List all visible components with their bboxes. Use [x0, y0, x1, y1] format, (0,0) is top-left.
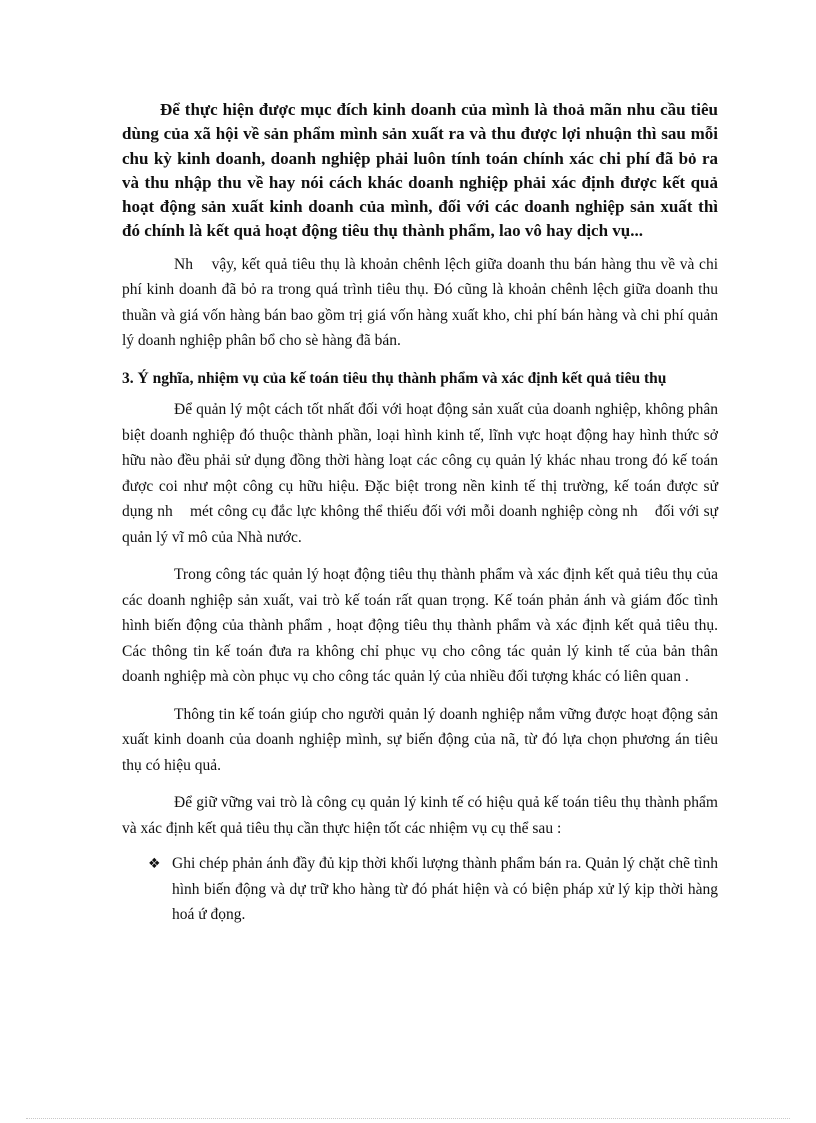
bullet-item [122, 851, 718, 928]
intro-paragraph: Để thực hiện được mục đích kinh doanh của mình là thoả mãn nhu cầu tiêu dùng của xã hội về sản phẩm mình sản xuất ra và thu được lợi nhuận thì sau mỗi chu kỳ kinh doanh, doanh nghiệp phải luôn tính toán chính xác chi phí đã bỏ ra và thu nhập thu về hay nói cách khác doanh nghiệp phải xác định được kết quả hoạt động sản xuất kinh doanh của mình, đối với các doanh nghiệp sản xuất thì đó chính là kết quả hoạt động tiêu thụ thành phẩm, lao vô hay dịch vụ... [122, 100, 718, 241]
paragraph: Để giữ vững vai trò là công cụ quản lý kinh tế có hiệu quả kế toán tiêu thụ thành phẩm và xác định kết quả tiêu thụ cần thực hiện tốt các nhiệm vụ cụ thể sau : [122, 794, 718, 837]
diamond-bullet-icon: ❖ [148, 856, 161, 873]
paragraph: Trong công tác quản lý hoạt động tiêu thụ thành phẩm và xác định kết quả tiêu thụ của các doanh nghiệp sản xuất, vai trò kế toán rất quan trọng. Kế toán phản ánh và giám đốc tình hình biến động của thành phẩm , hoạt động tiêu thụ thành phẩm và xác định kết quả tiêu thụ. Các thông tin kế toán đưa ra không chỉ phục vụ cho công tác quản lý kinh tế của bản thân doanh nghiệp mà còn phục vụ cho công tác quản lý của nhiều đối tượng khác có liên quan . [122, 566, 718, 686]
bullet-text: Ghi chép phản ánh đầy đủ kịp thời khối lượng thành phẩm bán ra. Quản lý chặt chẽ tình hình biến động và dự trữ kho hàng từ đó phát hiện và có biện pháp xử lý kịp thời hàng hoá ứ đọng. [172, 855, 718, 924]
paragraph: Thông tin kế toán giúp cho người quản lý doanh nghiệp nắm vững được hoạt động sản xuất kinh doanh của doanh nghiệp mình, sự biến động của nã, từ đó lựa chọn phương án tiêu thụ có hiệu quả. [122, 705, 718, 774]
document-body [122, 98, 722, 928]
page-bottom-rule [26, 1118, 790, 1119]
section-heading: 3. Ý nghĩa, nhiệm vụ của kế toán tiêu thụ thành phẩm và xác định kết quả tiêu thụ [122, 369, 667, 387]
paragraph: Nh vậy, kết quả tiêu thụ là khoản chênh lệch giữa doanh thu bán hàng thu về và chi phí kinh doanh đã bỏ ra trong quá trình tiêu thụ. Đó cũng là khoản chênh lệch giữa doanh thu thuần và giá vốn hàng bán bao gồm trị giá vốn hàng xuất kho, chi phí bán hàng và chi phí quản lý doanh nghiệp phân bổ cho sè hàng đã bán. [122, 255, 722, 350]
paragraph: Để quản lý một cách tốt nhất đối với hoạt động sản xuất của doanh nghiệp, không phân biệt doanh nghiệp đó thuộc thành phần, loại hình kinh tế, lĩnh vực hoạt động hay hình thức sở hữu nào đều phải sử dụng đồng thời hàng loạt các công cụ quản lý khác nhau trong đó kế toán được coi như một công cụ hữu hiệu. Đặc biệt trong nền kinh tế thị trường, kế toán được sử dụng nh mét công cụ đắc lực không thể thiếu đối với mỗi doanh nghiệp còng nh đối với sự quản lý vĩ mô của Nhà nước. [122, 401, 722, 546]
